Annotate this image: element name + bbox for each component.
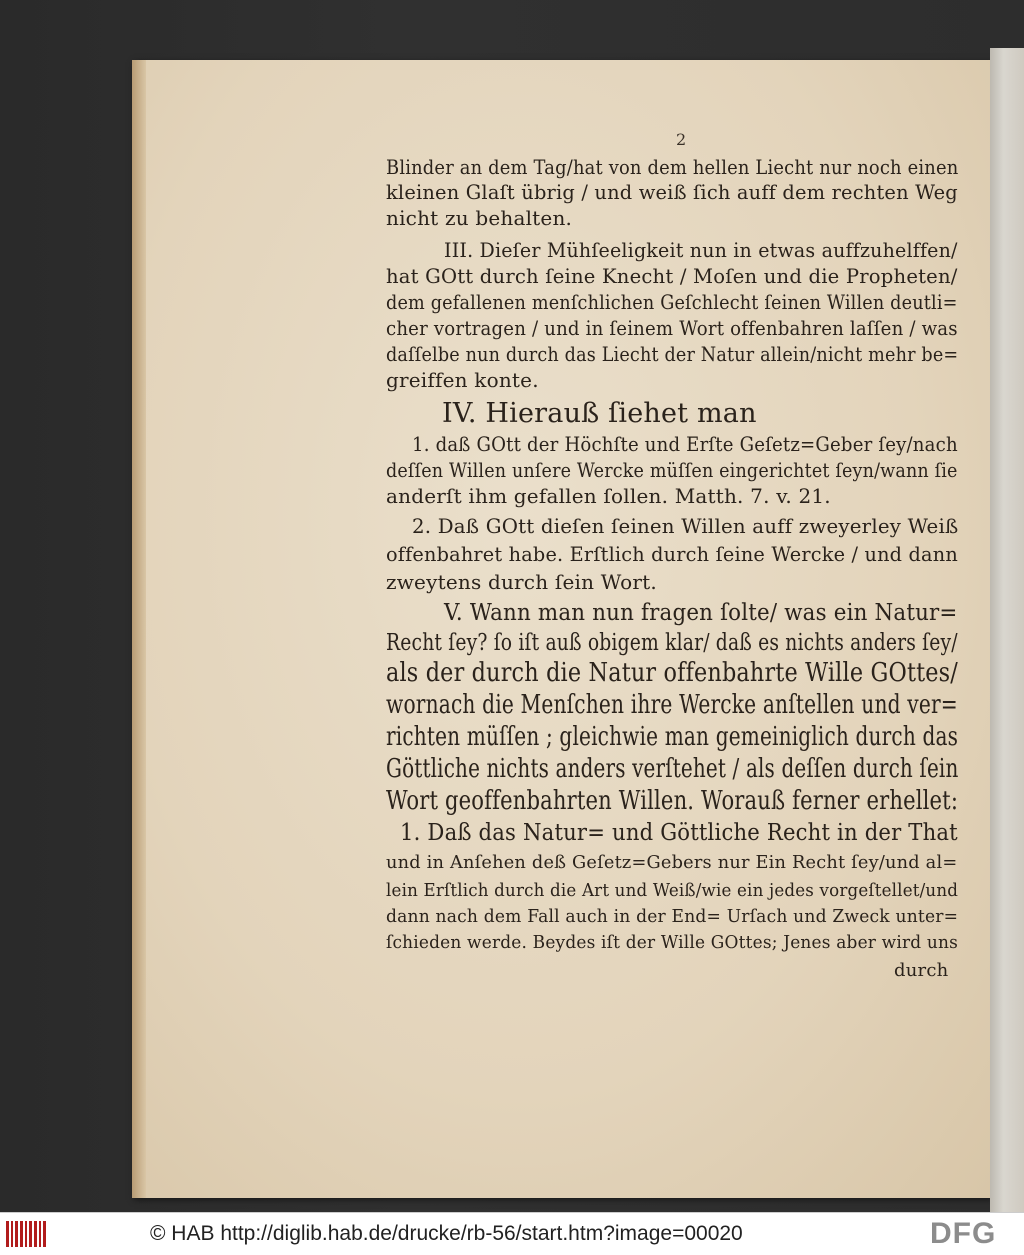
text-line: 1. Daß das Natur= und Göttliche Recht in der That <box>400 820 958 846</box>
text-line: daſſelbe nun durch das Liecht der Natur allein/nicht mehr be= <box>386 342 959 366</box>
text-line: hat GOtt durch ſeine Knecht / Moſen und die Propheten/ <box>386 264 958 288</box>
text-line: ſchieden werde. Beydes iſt der Wille GOttes; Jenes aber wird uns <box>386 932 959 953</box>
text-line: nicht zu behalten. <box>386 206 573 230</box>
text-line: dann nach dem Fall auch in der End= Urſach und Zweck unter= <box>386 906 959 927</box>
text-line: und in Anſehen deß Geſetz=Gebers nur Ein Recht ſey/und al= <box>386 852 958 873</box>
text-line: kleinen Glaſt übrig / und weiß ſich auff dem rechten Weg <box>386 180 958 204</box>
hab-logo-icon[interactable] <box>6 1221 46 1247</box>
text-line: Recht ſey? ſo iſt auß obigem klar/ daß es nichts anders ſey/ <box>386 630 958 656</box>
adjacent-page-edge <box>990 48 1024 1212</box>
book-page <box>132 60 990 1198</box>
text-line: dem gefallenen menſchlichen Geſchlecht ſeinen Willen deutli= <box>386 290 958 314</box>
text-line: richten müſſen ; gleichwie man gemeiniglich durch das <box>386 722 959 752</box>
dfg-logo[interactable]: DFG <box>930 1217 997 1250</box>
text-line: Blinder an dem Tag/hat von dem hellen Liecht nur noch einen <box>386 155 959 179</box>
text-line: Wort geoffenbahrten Willen. Worauß ferner erhellet: <box>386 786 959 816</box>
text-line: wornach die Menſchen ihre Wercke anſtellen und ver= <box>386 690 958 720</box>
text-line: Göttliche nichts anders verſtehet / als deſſen durch ſein <box>386 754 959 784</box>
text-line: durch <box>894 960 949 981</box>
text-line: anderſt ihm gefallen ſollen. Matth. 7. v. 21. <box>386 484 831 508</box>
text-line: IV. Hierauß ſiehet man <box>442 398 757 429</box>
text-line: offenbahret habe. Erſtlich durch ſeine Wercke / und dann <box>386 542 958 566</box>
text-line: cher vortragen / und in ſeinem Wort offenbahren laſſen / was <box>386 316 958 340</box>
page-edge <box>132 60 146 1198</box>
text-line: als der durch die Natur offenbahrte Wille GOttes/ <box>386 658 958 688</box>
text-line: zweytens durch ſein Wort. <box>386 570 657 594</box>
text-line: 2. Daß GOtt dieſen ſeinen Willen auff zweyerley Weiß <box>412 514 959 538</box>
text-line: greiffen konte. <box>386 368 539 392</box>
text-line: deſſen Willen unſere Wercke müſſen eingerichtet ſeyn/wann ſie <box>386 458 958 482</box>
text-line: lein Erſtlich durch die Art und Weiß/wie ein jedes vorgeſtellet/und <box>386 880 959 901</box>
text-line: 1. daß GOtt der Höchſte und Erſte Geſetz=Geber ſey/nach <box>412 432 958 456</box>
copyright-link[interactable]: © HAB http://diglib.hab.de/drucke/rb-56/start.htm?image=00020 <box>150 1222 743 1245</box>
text-line: III. Dieſer Mühſeeligkeit nun in etwas auffzuhelffen/ <box>444 238 958 262</box>
page-number: 2 <box>676 130 687 149</box>
text-line: V. Wann man nun fragen ſolte/ was ein Natur= <box>444 600 958 626</box>
footer-bar <box>0 1212 1024 1255</box>
